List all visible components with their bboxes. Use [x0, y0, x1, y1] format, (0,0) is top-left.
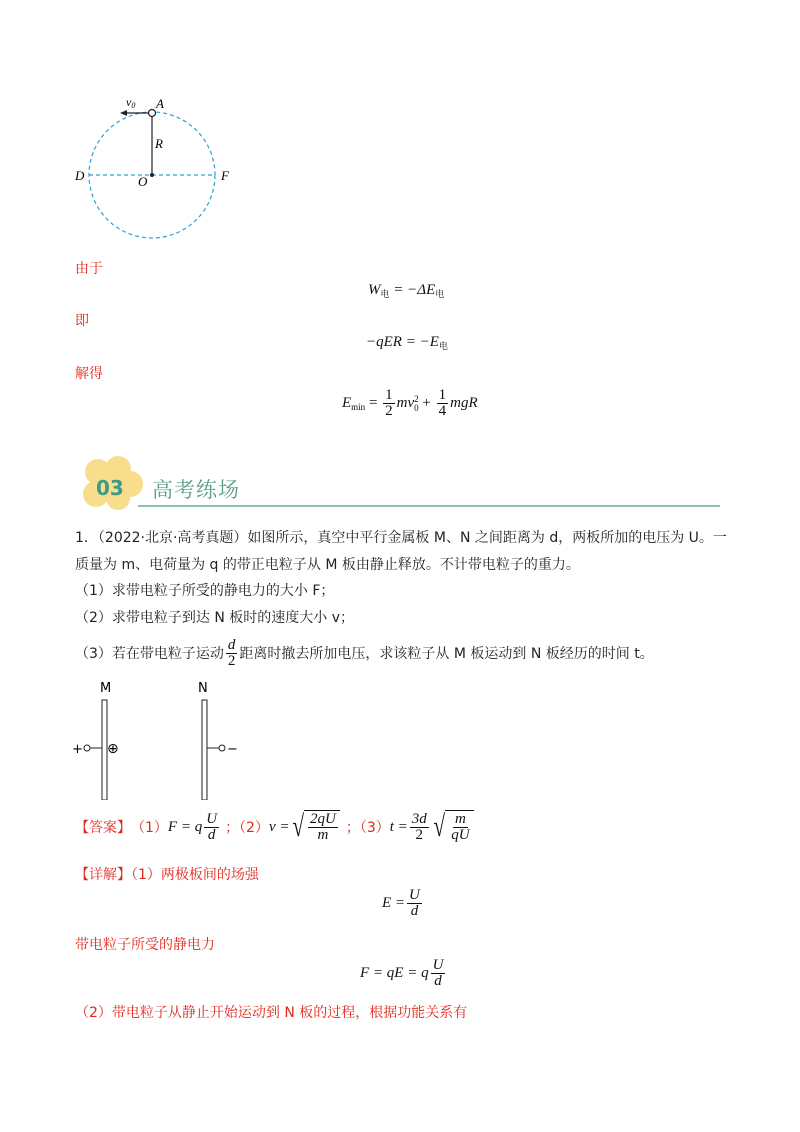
plate-label-M: M	[100, 681, 112, 696]
question-2: （2）求带电粒子到达 N 板时的速度大小 v；	[75, 610, 355, 626]
detail-line-2: 带电粒子所受的静电力	[75, 937, 215, 953]
label-F: F	[221, 168, 229, 183]
label-ji: 即	[75, 313, 89, 329]
section-underline	[138, 505, 720, 507]
terminal-plus-sign: +	[72, 742, 83, 757]
velocity-arrowhead	[120, 110, 127, 116]
question-3: （3）若在带电粒子运动 $\frac{d}{2}$ 距离时撤去所加电压，求该粒子从 M 板运动到 N 板经历的时间 t。	[75, 637, 654, 669]
equation-energy: $-qER = -E_电$	[366, 334, 448, 351]
center-O-dot	[150, 173, 154, 177]
plates-diagram	[68, 678, 248, 800]
label-O: O	[138, 174, 148, 189]
circle-diagram	[60, 90, 260, 250]
terminal-minus-sign: −	[227, 742, 238, 757]
detail-tag: 【详解】	[75, 867, 131, 883]
point-A-marker	[149, 110, 156, 117]
answer-tag: 【答案】	[75, 820, 131, 836]
section-title: 高考练场	[152, 478, 240, 502]
equation-force: F = qE = q $\frac{U}{d}$	[360, 957, 444, 989]
problem-line-2: 质量为 m、电荷量为 q 的带正电粒子从 M 板由静止释放。不计带电粒子的重力。	[75, 557, 580, 573]
detail-line-1: 【详解】（1）两极板间的场强	[75, 867, 259, 883]
equation-work: $W_电 = -\Delta E_电$	[368, 282, 445, 299]
question-1: （1）求带电粒子所受的静电力的大小 F；	[75, 583, 335, 599]
equation-Emin: $E_{min}$ = $\frac{1}{2}$ mv 2 0 + $\frac{1}{4}$ mgR	[342, 387, 478, 419]
label-D: D	[75, 168, 85, 183]
terminal-M	[84, 745, 90, 751]
equation-field: E = $\frac{U}{d}$	[382, 887, 420, 919]
label-v0: v0	[126, 95, 136, 110]
answer-line: 【答案】 （1） F = q $\frac{U}{d}$ ；（2） v = √ $\frac{2qU}{m}$ ；（3） t = $\frac{3d}{2}$ √ $\frac{m}{qU}$	[75, 810, 474, 844]
problem-line-1: 1．（2022·北京·高考真题）如图所示，真空中平行金属板 M、N 之间距离为 d，两板所加的电压为 U。一	[75, 530, 727, 546]
terminal-N	[219, 745, 225, 751]
plate-N	[202, 700, 207, 800]
plate-label-N: N	[198, 681, 208, 696]
detail-line-3: （2）带电粒子从静止开始运动到 N 板的过程，根据功能关系有	[75, 1005, 468, 1021]
positive-particle: ⊕	[107, 741, 119, 757]
label-jiede: 解得	[75, 366, 103, 382]
section-number: 03	[96, 476, 124, 500]
label-A: A	[156, 96, 164, 111]
label-R: R	[155, 136, 163, 151]
label-yu: 由于	[75, 261, 103, 277]
